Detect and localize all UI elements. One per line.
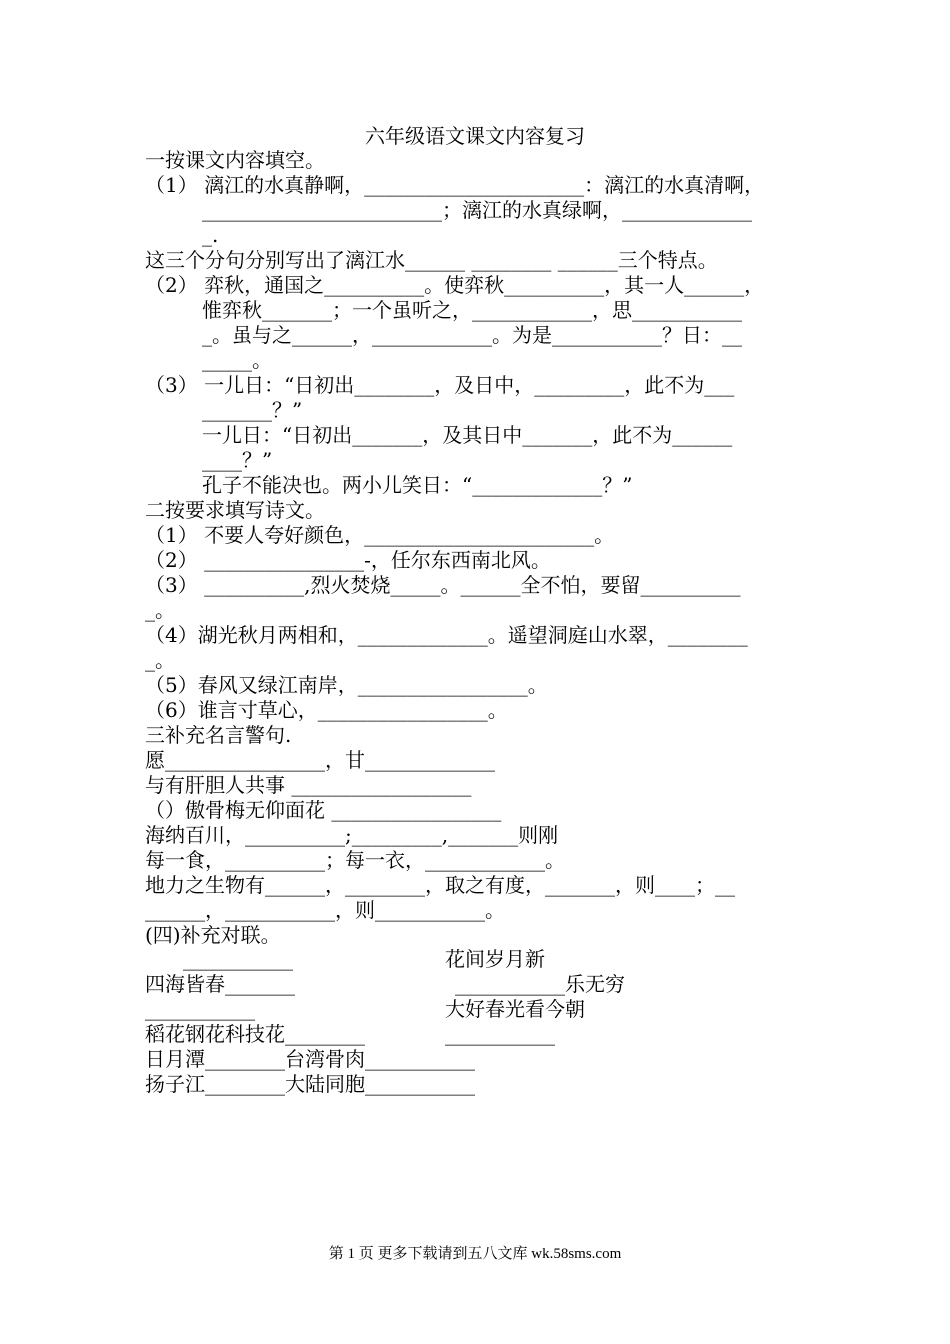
section-1-heading: 一按课文内容填空。 xyxy=(145,148,325,172)
question-line: （3） 一儿日：“日初出________，及日中，_________，此不为___ xyxy=(145,373,735,397)
question-line: （1） 漓江的水真静啊，______________________：漓江的水真清啊， xyxy=(145,173,765,197)
question-line: （2） 弈秋，通国之__________。使弈秋__________，其一人______， xyxy=(145,273,765,297)
couplet-line: 四海皆春_______ xyxy=(145,972,295,996)
section-2-heading: 二按要求填写诗文。 xyxy=(145,498,325,522)
couplet-line: 扬子江________大陆同胞___________ xyxy=(145,1072,475,1096)
couplet-line: 稻花钢花科技花________ xyxy=(145,1022,365,1046)
question-line: （3） __________,烈火焚烧_____。______全不怕，要留__________ xyxy=(145,573,741,597)
page-footer: 第 1 页 更多下载请到五八文库 wk.58sms.com xyxy=(328,1246,622,1262)
question-line: 每一食，__________；每一衣，____________。 xyxy=(145,848,565,872)
question-line: 一儿日：“日初出_______，及其日中_______，此不为______ xyxy=(202,423,733,447)
question-line: （6）谁言寸草心，_________________。 xyxy=(145,698,508,722)
question-line: 海纳百川，__________;_________,_______则刚 xyxy=(145,823,559,847)
couplet-blank: ___________ xyxy=(183,947,293,971)
question-line: _。虽与之______，____________。为是___________？日：__ xyxy=(202,323,742,347)
question-line: ________________________；漓江的水真绿啊，_____________ xyxy=(202,198,752,222)
question-line: 愿________________，甘_____________ xyxy=(145,748,495,772)
question-line: （1） 不要人夸好颜色，_______________________。 xyxy=(145,523,615,547)
question-line: _____。 xyxy=(202,348,272,372)
question-line: 地力之生物有______，________，取之有度，_______，则____；__ xyxy=(145,873,735,897)
question-line: _。 xyxy=(145,648,175,672)
question-line: （4）湖光秋月两相和，_____________。遥望洞庭山水翠，________ xyxy=(145,623,748,647)
question-line: _______？” xyxy=(202,398,303,422)
question-line: （）傲骨梅无仰面花 _________________ xyxy=(145,798,502,822)
question-line: _. xyxy=(202,223,219,247)
question-line: （2） ________________-，任尔东西南北风。 xyxy=(145,548,551,572)
couplet-line: 日月潭________台湾骨肉___________ xyxy=(145,1047,475,1071)
couplet-line: 大好春光看今朝 xyxy=(445,997,585,1021)
section-4-heading: (四)补充对联。 xyxy=(145,923,281,947)
question-line: （5）春风又绿江南岸，_________________。 xyxy=(145,673,548,697)
question-line: _。 xyxy=(145,598,175,622)
section-3-heading: 三补充名言警句. xyxy=(145,723,292,747)
question-line: ______，___________，则___________。 xyxy=(145,898,505,922)
couplet-line: ___________乐无穷 xyxy=(455,972,625,996)
couplet-blank: ___________ xyxy=(145,997,255,1021)
couplet-line: 花间岁月新 xyxy=(445,947,545,971)
question-line: 这三个分句分别写出了漓江水______ ________ ______三个特点。 xyxy=(145,248,718,272)
question-line: 孔子不能决也。两小儿笑日：“_____________？” xyxy=(202,473,633,497)
couplet-blank: ___________ xyxy=(445,1022,555,1046)
question-line: 惟弈秋_______；一个虽听之，____________，思___________ xyxy=(202,298,742,322)
question-line: ____？” xyxy=(202,448,273,472)
page-title: 六年级语文课文内容复习 xyxy=(365,124,585,148)
question-line: 与有肝胆人共事 __________________ xyxy=(145,773,472,797)
